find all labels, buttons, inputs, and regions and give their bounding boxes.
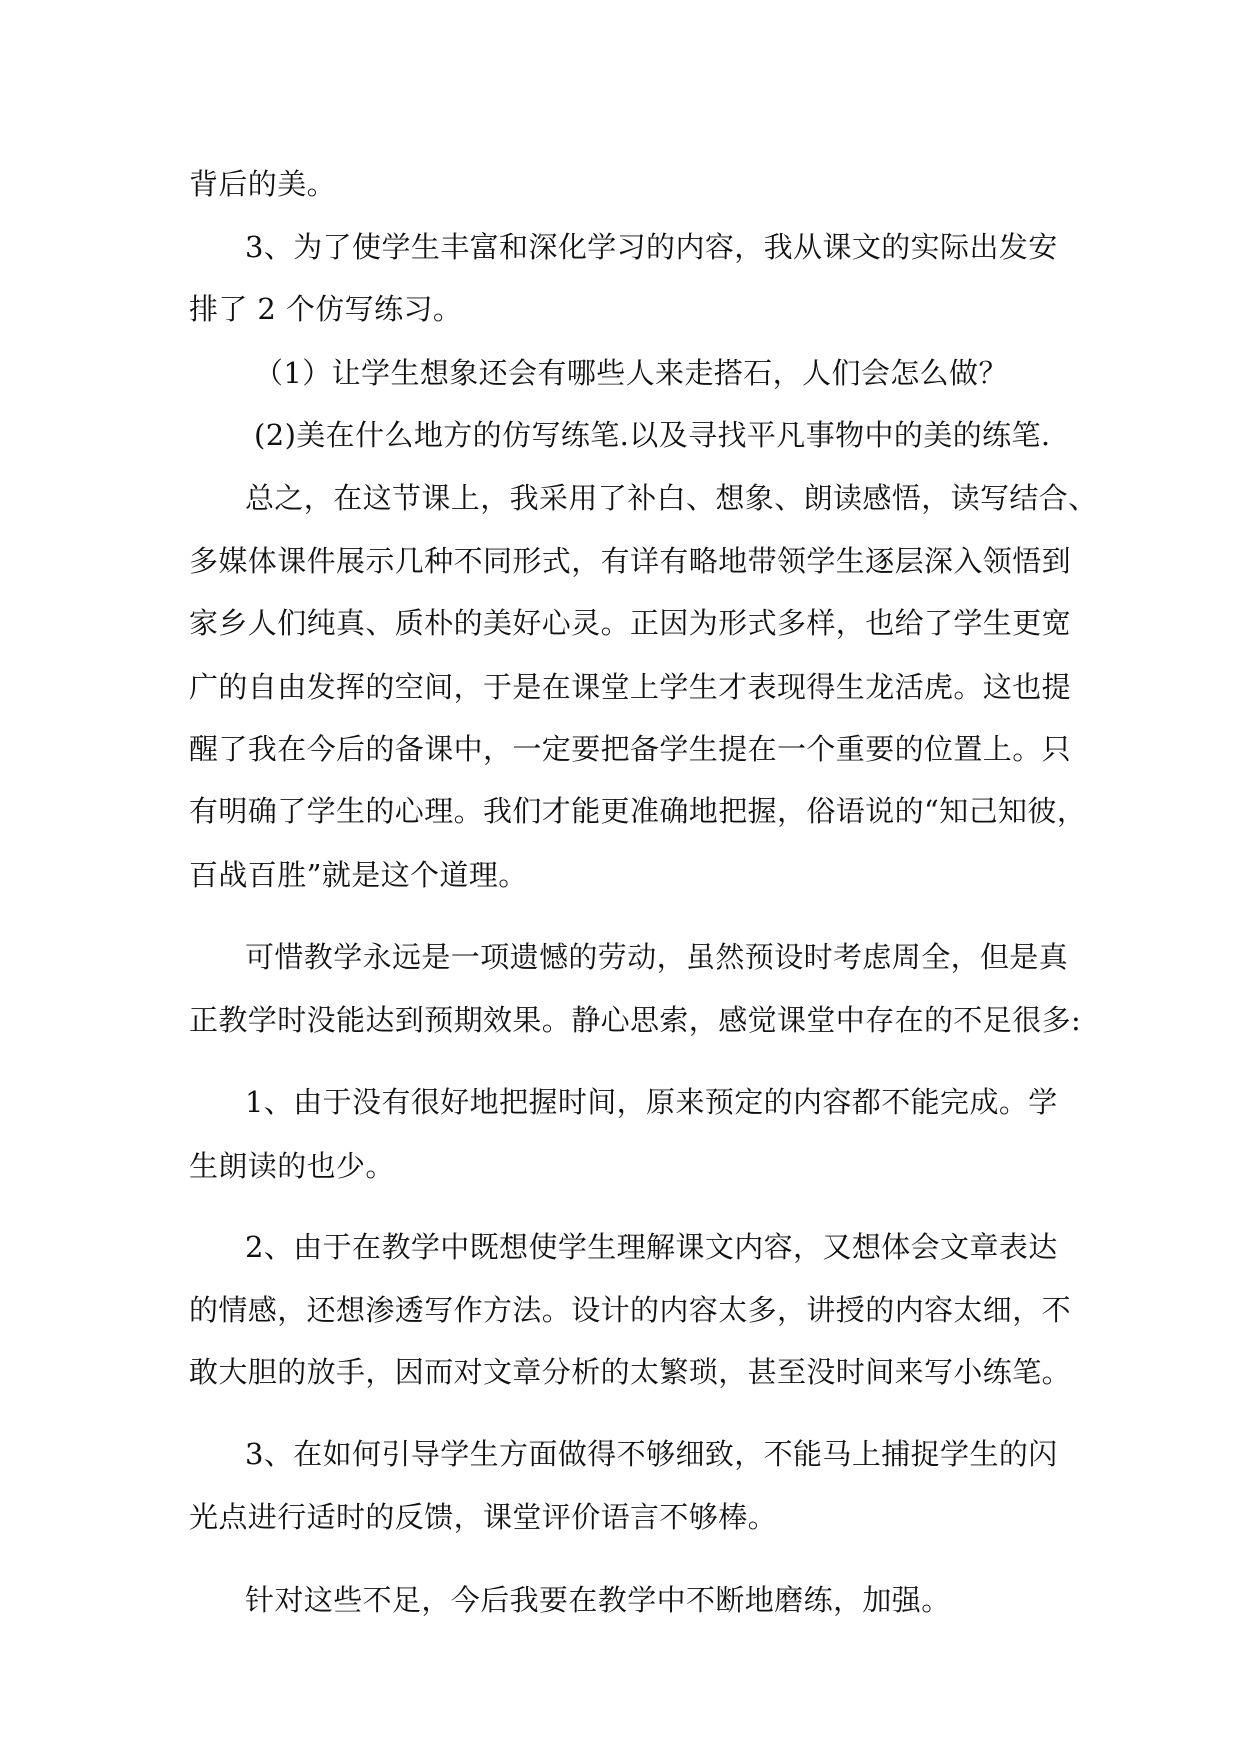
paragraph-line: 敢大胆的放手，因而对文章分析的太繁琐，甚至没时间来写小练笔。 xyxy=(189,1355,1072,1389)
paragraph-line: （1）让学生想象还会有哪些人来走搭石，人们会怎么做？ xyxy=(254,356,1008,390)
paragraph-line: 有明确了学生的心理。我们才能更准确地把握，俗语说的“知己知彼， xyxy=(189,794,1087,828)
paragraph-line: 排了 2 个仿写练习。 xyxy=(189,292,463,326)
paragraph-line: 总之，在这节课上，我采用了补白、想象、朗读感悟，读写结合、 xyxy=(245,481,1098,515)
paragraph-line: 正教学时没能达到预期效果。静心思索，感觉课堂中存在的不足很多: xyxy=(189,1003,1082,1037)
paragraph-line: 广的自由发挥的空间，于是在课堂上学生才表现得生龙活虎。这也提 xyxy=(189,670,1072,704)
paragraph-line: 百战百胜”就是这个道理。 xyxy=(189,858,528,892)
paragraph-line: 针对这些不足，今后我要在教学中不断地磨练，加强。 xyxy=(245,1583,951,1617)
paragraph-line: 光点进行适时的反馈，课堂评价语言不够棒。 xyxy=(189,1500,778,1534)
paragraph-line: 3、在如何引导学生方面做得不够细致，不能马上捕捉学生的闪 xyxy=(245,1437,1058,1471)
paragraph-line: 3、为了使学生丰富和深化学习的内容，我从课文的实际出发安 xyxy=(245,230,1058,264)
paragraph-line: (2)美在什么地方的仿写练笔.以及寻找平凡事物中的美的练笔. xyxy=(254,418,1051,452)
paragraph-line: 醒了我在今后的备课中，一定要把备学生提在一个重要的位置上。只 xyxy=(189,732,1072,766)
paragraph-line: 家乡人们纯真、质朴的美好心灵。正因为形式多样，也给了学生更宽 xyxy=(189,606,1072,640)
paragraph-line: 的情感，还想渗透写作方法。设计的内容太多，讲授的内容太细，不 xyxy=(189,1293,1072,1327)
paragraph-line: 多媒体课件展示几种不同形式，有详有略地带领学生逐层深入领悟到 xyxy=(189,544,1072,578)
paragraph-line: 1、由于没有很好地把握时间，原来预定的内容都不能完成。学 xyxy=(245,1085,1058,1119)
paragraph-line: 2、由于在教学中既想使学生理解课文内容，又想体会文章表达 xyxy=(245,1230,1058,1264)
paragraph-line: 生朗读的也少。 xyxy=(189,1149,395,1183)
paragraph-line: 可惜教学永远是一项遗憾的劳动，虽然预设时考虑周全，但是真 xyxy=(245,940,1069,974)
paragraph-line: 背后的美。 xyxy=(189,167,337,201)
